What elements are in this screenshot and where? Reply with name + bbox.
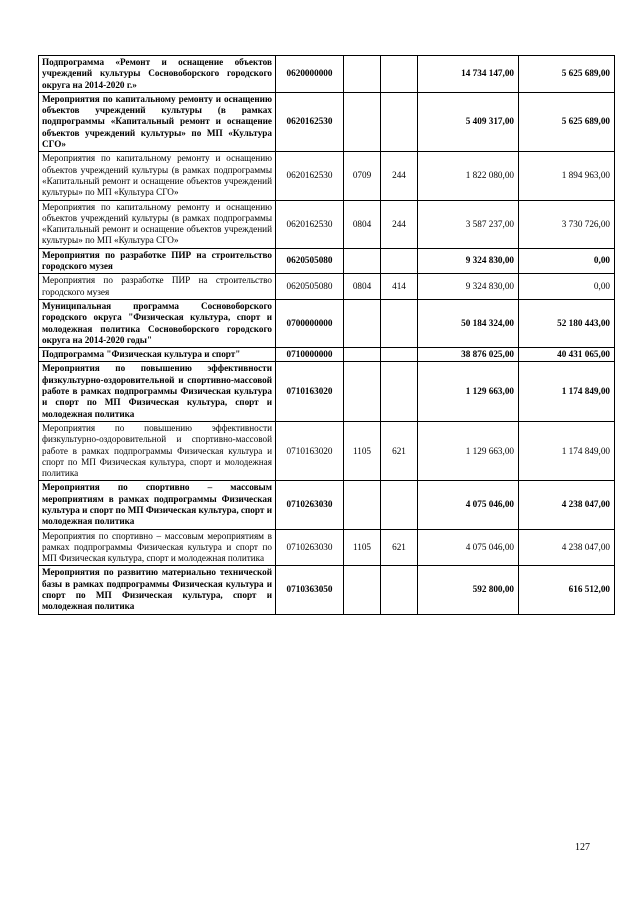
row-vr-cell: 414 [381, 274, 418, 300]
row-csr-cell: 0710363050 [276, 566, 344, 614]
table-row [39, 421, 615, 480]
row-name-cell: Мероприятия по спортивно – массовым мероприятиям в рамках подпрограммы Физическая культура и спорт по МП Физическая культура, спорт и молодежная политика [39, 481, 276, 529]
row-csr-cell: 0710263030 [276, 529, 344, 566]
row-sum-2016-cell: 1 129 663,00 [418, 421, 519, 480]
row-sum-2016-cell: 4 075 046,00 [418, 481, 519, 529]
row-csr-cell: 0620505080 [276, 274, 344, 300]
row-rz-cell: 1105 [344, 421, 381, 480]
row-csr-cell: 0710163020 [276, 421, 344, 480]
row-csr-cell: 0710263030 [276, 481, 344, 529]
table-row [39, 362, 615, 421]
row-csr-cell: 0620505080 [276, 248, 344, 274]
row-sum-2017-cell: 1 894 963,00 [519, 152, 615, 200]
row-vr-cell: 621 [381, 421, 418, 480]
row-sum-2017-cell: 4 238 047,00 [519, 481, 615, 529]
table-row [39, 152, 615, 200]
row-sum-2017-cell: 52 180 443,00 [519, 299, 615, 347]
row-vr-cell: 621 [381, 529, 418, 566]
row-sum-2016-cell: 9 324 830,00 [418, 274, 519, 300]
row-sum-2016-cell: 592 800,00 [418, 566, 519, 614]
table-row [39, 92, 615, 151]
budget-table [38, 55, 615, 615]
row-csr-cell: 0710163020 [276, 362, 344, 421]
row-vr-cell [381, 248, 418, 274]
table-row [39, 348, 615, 362]
row-csr-cell: 0620162530 [276, 152, 344, 200]
row-csr-cell: 0620162530 [276, 200, 344, 248]
row-sum-2016-cell: 5 409 317,00 [418, 92, 519, 151]
table-row [39, 200, 615, 248]
row-sum-2016-cell: 50 184 324,00 [418, 299, 519, 347]
row-rz-cell: 0804 [344, 200, 381, 248]
row-vr-cell [381, 566, 418, 614]
row-rz-cell [344, 481, 381, 529]
row-csr-cell: 0620000000 [276, 56, 344, 93]
row-sum-2016-cell: 3 587 237,00 [418, 200, 519, 248]
row-vr-cell [381, 299, 418, 347]
row-sum-2016-cell: 14 734 147,00 [418, 56, 519, 93]
row-rz-cell [344, 56, 381, 93]
row-name-cell: Мероприятия по капитальному ремонту и оснащению объектов учреждений культуры (в рамках подпрограммы «Капитальный ремонт и оснащение объектов учреждений культуры» по МП «Культура СГО» [39, 152, 276, 200]
row-vr-cell: 244 [381, 200, 418, 248]
row-sum-2016-cell: 4 075 046,00 [418, 529, 519, 566]
row-sum-2016-cell: 9 324 830,00 [418, 248, 519, 274]
row-sum-2017-cell: 1 174 849,00 [519, 421, 615, 480]
row-name-cell: Мероприятия по разработке ПИР на строительство городского музея [39, 248, 276, 274]
row-sum-2017-cell: 40 431 065,00 [519, 348, 615, 362]
row-sum-2017-cell: 5 625 689,00 [519, 56, 615, 93]
row-name-cell: Подпрограмма «Ремонт и оснащение объектов учреждений культуры Сосновоборского городского округа на 2014-2020 г.» [39, 56, 276, 93]
row-name-cell: Подпрограмма "Физическая культура и спорт" [39, 348, 276, 362]
row-name-cell: Мероприятия по спортивно – массовым мероприятиям в рамках подпрограммы Физическая культура и спорт по МП Физическая культура, спорт и молодежная политика [39, 529, 276, 566]
row-name-cell: Мероприятия по развитию материально технической базы в рамках подпрограммы Физическая культура и спорт по МП Физическая культура, спорт и молодежная политика [39, 566, 276, 614]
row-sum-2017-cell: 4 238 047,00 [519, 529, 615, 566]
row-sum-2016-cell: 1 822 080,00 [418, 152, 519, 200]
table-row [39, 481, 615, 529]
page-number: 127 [575, 842, 590, 853]
table-row [39, 248, 615, 274]
table-row [39, 274, 615, 300]
row-vr-cell [381, 348, 418, 362]
row-rz-cell [344, 348, 381, 362]
row-sum-2017-cell: 1 174 849,00 [519, 362, 615, 421]
row-rz-cell [344, 92, 381, 151]
row-rz-cell [344, 299, 381, 347]
row-csr-cell: 0700000000 [276, 299, 344, 347]
row-name-cell: Муниципальная программа Сосновоборского городского округа "Физическая культура, спорт и молодежная политика Сосновоборского городского округа на 2014-2020 годы" [39, 299, 276, 347]
row-sum-2017-cell: 616 512,00 [519, 566, 615, 614]
row-sum-2016-cell: 1 129 663,00 [418, 362, 519, 421]
row-rz-cell: 0709 [344, 152, 381, 200]
row-name-cell: Мероприятия по разработке ПИР на строительство городского музея [39, 274, 276, 300]
table-row [39, 56, 615, 93]
row-name-cell: Мероприятия по повышению эффективности физкультурно-оздоровительной и спортивно-массовой работе в рамках подпрограммы Физическая культура и спорт по МП Физическая культура, спорт и молодежная политика [39, 362, 276, 421]
row-vr-cell [381, 56, 418, 93]
row-vr-cell [381, 362, 418, 421]
row-sum-2017-cell: 0,00 [519, 274, 615, 300]
row-name-cell: Мероприятия по капитальному ремонту и оснащению объектов учреждений культуры (в рамках подпрограммы «Капитальный ремонт и оснащение объектов учреждений культуры» по МП «Культура СГО» [39, 92, 276, 151]
row-sum-2016-cell: 38 876 025,00 [418, 348, 519, 362]
row-name-cell: Мероприятия по повышению эффективности физкультурно-оздоровительной и спортивно-массовой работе в рамках подпрограммы Физическая культура и спорт по МП Физическая культура, спорт и молодежная политика [39, 421, 276, 480]
row-vr-cell [381, 481, 418, 529]
row-rz-cell: 0804 [344, 274, 381, 300]
row-sum-2017-cell: 5 625 689,00 [519, 92, 615, 151]
row-rz-cell: 1105 [344, 529, 381, 566]
row-name-cell: Мероприятия по капитальному ремонту и оснащению объектов учреждений культуры (в рамках подпрограммы «Капитальный ремонт и оснащение объектов учреждений культуры» по МП «Культура СГО» [39, 200, 276, 248]
row-vr-cell: 244 [381, 152, 418, 200]
table-row [39, 529, 615, 566]
table-body [39, 56, 615, 615]
row-sum-2017-cell: 0,00 [519, 248, 615, 274]
row-csr-cell: 0620162530 [276, 92, 344, 151]
row-rz-cell [344, 248, 381, 274]
row-vr-cell [381, 92, 418, 151]
table-row [39, 299, 615, 347]
row-csr-cell: 0710000000 [276, 348, 344, 362]
row-rz-cell [344, 566, 381, 614]
row-sum-2017-cell: 3 730 726,00 [519, 200, 615, 248]
row-rz-cell [344, 362, 381, 421]
table-row [39, 566, 615, 614]
